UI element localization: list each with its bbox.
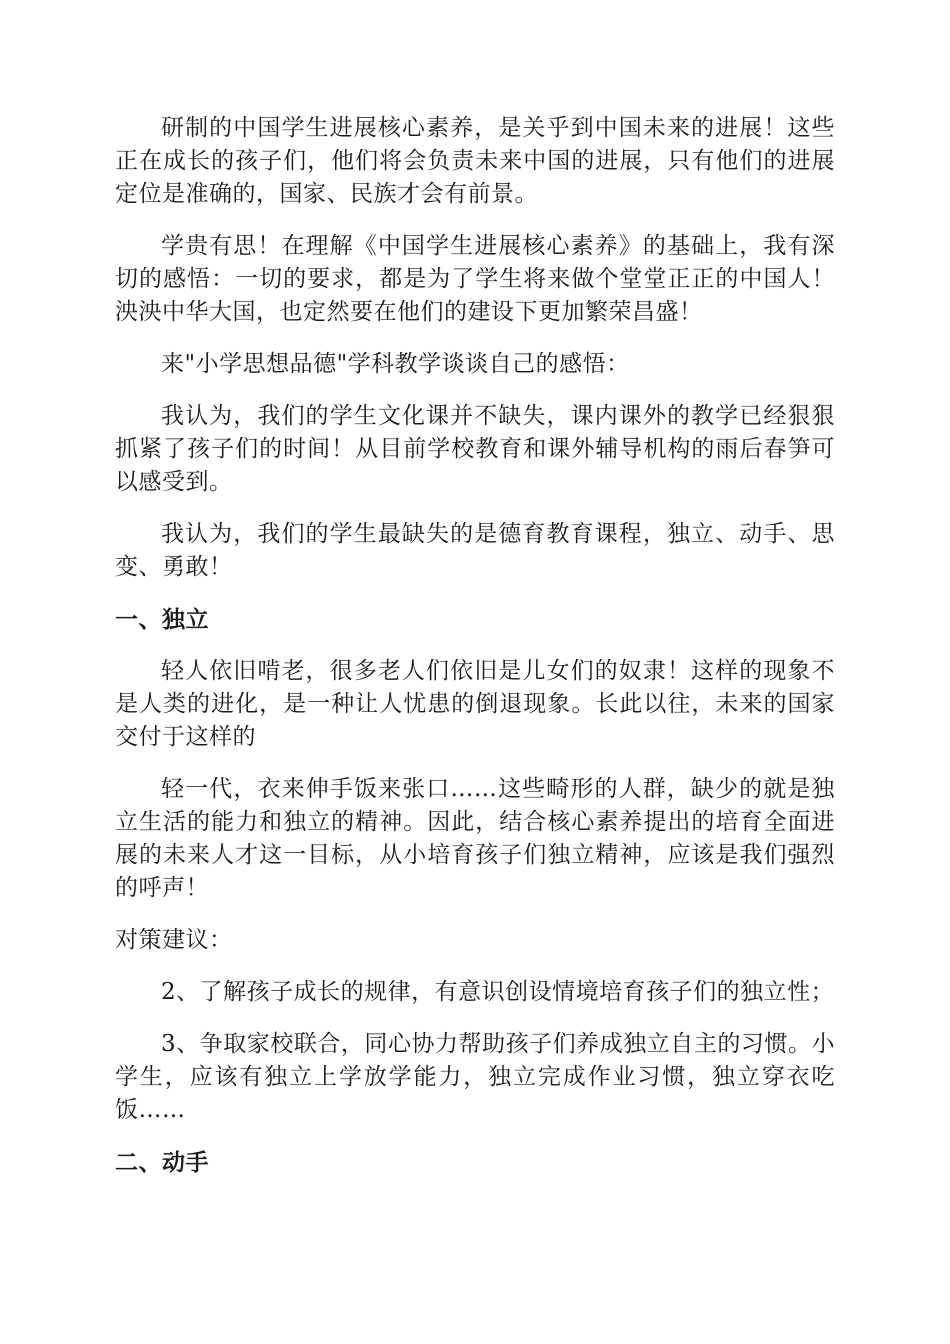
heading-independence: 一、独立 (115, 606, 209, 633)
paragraph-culture-courses: 我认为，我们的学生文化课并不缺失，课内课外的教学已经狠狠抓紧了孩子们的时间！从目前学校教育和课外辅导机构的雨后春笋可以感受到。 (115, 403, 835, 495)
paragraph-moral-education: 我认为，我们的学生最缺失的是德育教育课程，独立、动手、思变、勇敢！ (115, 521, 835, 580)
paragraph-suggestion-2: 2、了解孩子成长的规律，有意识创设情境培育孩子们的独立性； (161, 979, 835, 1005)
paragraph-suggestions-label: 对策建议： (115, 927, 233, 953)
paragraph-reflection: 学贵有思！在理解《中国学生进展核心素养》的基础上，我有深切的感悟：一切的要求，都是为了学生将来做个堂堂正正的中国人！泱泱中华大国，也定然要在他们的建设下更加繁荣昌盛！ (115, 233, 835, 325)
paragraph-subject-intro: 来"小学思想品德"学科教学谈谈自己的感悟： (161, 351, 630, 377)
paragraph-young-people: 轻人依旧啃老，很多老人们依旧是儿女们的奴隶！这样的现象不是人类的进化，是一种让人忧患的倒退现象。长此以往，未来的国家交付于这样的 (115, 658, 835, 750)
paragraph-suggestion-3: 3、争取家校联合，同心协力帮助孩子们养成独立自主的习惯。小学生，应该有独立上学放学能力，独立完成作业习惯，独立穿衣吃饭…… (115, 1031, 835, 1123)
paragraph-core-literacy: 研制的中国学生进展核心素养，是关乎到中国未来的进展！这些正在成长的孩子们，他们将会负责未来中国的进展，只有他们的进展定位是准确的，国家、民族才会有前景。 (115, 115, 835, 207)
document-page (115, 112, 835, 1198)
paragraph-young-generation: 轻一代，衣来伸手饭来张口……这些畸形的人群，缺少的就是独立生活的能力和独立的精神。因此，结合核心素养提出的培育全面进展的未来人才这一目标，从小培育孩子们独立精神，应该是我们强烈的呼声！ (115, 776, 835, 901)
heading-hands-on: 二、动手 (115, 1149, 209, 1176)
